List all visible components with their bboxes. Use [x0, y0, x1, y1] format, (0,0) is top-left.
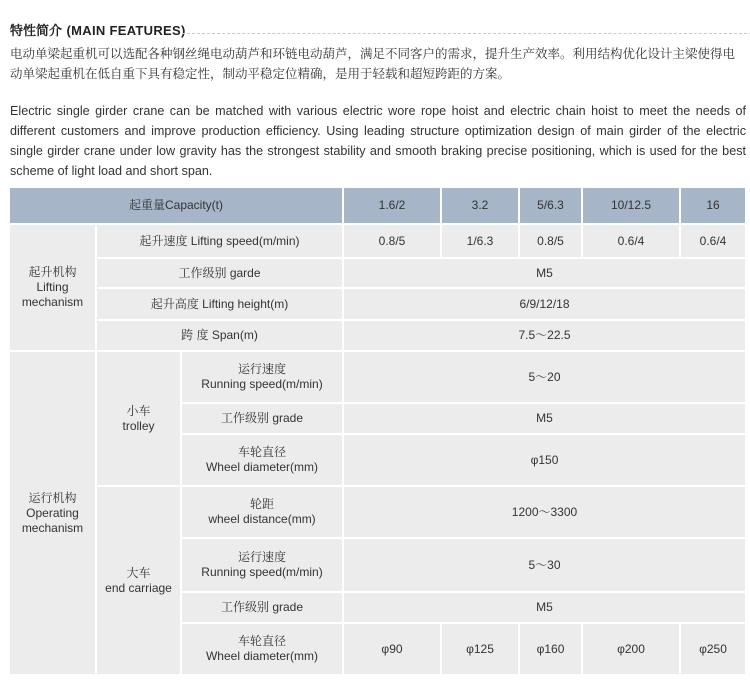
lifting-speed-value: 0.6/4 [681, 225, 745, 257]
lifting-grade-value: M5 [344, 259, 745, 287]
label-cn: 车轮直径 [237, 445, 286, 459]
lifting-speed-label: 起升速度 Lifting speed(m/min) [97, 225, 342, 257]
wheel-distance-value: 1200～3300 [344, 487, 745, 537]
carriage-wheel-value: φ200 [583, 624, 679, 674]
lifting-mechanism-label [10, 225, 95, 350]
label-en: Wheel diameter(mm) [205, 649, 319, 663]
carriage-speed-value: 5～30 [344, 539, 745, 591]
lifting-speed-value: 0.6/4 [583, 225, 679, 257]
lifting-speed-value: 0.8/5 [520, 225, 581, 257]
group-label-en: Operating [26, 505, 79, 520]
intro-english: Electric single girder crane can be matched with various electric wore rope hoist and electric chain hoist to meet the needs of different customers and improve production efficiency. Using leading structure optimization design of main girder of the electric single girder crane under low gravity has the strongest stability and smooth braking precise positioning, which is used for the best scheme of light load and short span. [10, 104, 746, 178]
heading-divider [182, 33, 750, 34]
carriage-wheel-value: φ160 [520, 624, 581, 674]
carriage-label-cn: 大车 [126, 565, 151, 580]
wheel-distance-label [182, 487, 342, 537]
label-cn: 轮距 [249, 497, 274, 511]
carriage-grade-label: 工作级别 grade [182, 593, 342, 622]
carriage-wheel-label [182, 624, 342, 674]
lifting-height-value: 6/9/12/18 [344, 289, 745, 319]
label-cn: 车轮直径 [237, 634, 286, 648]
capacity-value: 1.6/2 [344, 188, 440, 223]
operating-mechanism-label [10, 352, 95, 674]
capacity-value: 16 [681, 188, 745, 223]
label-en: Running speed(m/min) [201, 377, 323, 391]
group-label-en: Lifting [36, 280, 69, 294]
capacity-header: 起重量Capacity(t) [10, 188, 342, 223]
trolley-speed-value: 5～20 [344, 352, 745, 402]
label-en: Running speed(m/min) [201, 565, 323, 579]
label-cn: 运行速度 [237, 362, 286, 376]
carriage-wheel-value: φ125 [442, 624, 518, 674]
lifting-height-label: 起升高度 Lifting height(m) [97, 289, 342, 319]
capacity-value: 5/6.3 [520, 188, 581, 223]
trolley-speed-label [182, 352, 342, 402]
carriage-wheel-value: φ90 [344, 624, 440, 674]
lifting-speed-value: 0.8/5 [344, 225, 440, 257]
capacity-value: 3.2 [442, 188, 518, 223]
capacity-value: 10/12.5 [583, 188, 679, 223]
lifting-speed-value: 1/6.3 [442, 225, 518, 257]
group-label-cn: 起升机构 [28, 265, 77, 279]
carriage-speed-label [182, 539, 342, 591]
carriage-label-en: end carriage [105, 580, 172, 595]
page-title: 特性简介 (MAIN FEATURES) [10, 23, 186, 39]
lifting-grade-label: 工作级别 garde [97, 259, 342, 287]
trolley-label-cn: 小车 [126, 403, 151, 418]
section-heading [10, 20, 740, 40]
span-label: 跨 度 Span(m) [97, 321, 342, 350]
span-value: 7.5～22.5 [344, 321, 745, 350]
label-en: Wheel diameter(mm) [205, 460, 319, 474]
trolley-wheel-value: φ150 [344, 435, 745, 485]
trolley-wheel-label [182, 435, 342, 485]
trolley-label [97, 352, 180, 485]
label-en: wheel distance(mm) [208, 512, 316, 526]
trolley-label-en: trolley [122, 418, 155, 433]
carriage-wheel-value: φ250 [681, 624, 745, 674]
group-label-en: mechanism [21, 520, 84, 535]
trolley-grade-label: 工作级别 grade [182, 404, 342, 433]
end-carriage-label [97, 487, 180, 674]
label-cn: 运行速度 [237, 550, 286, 564]
group-label-en: mechanism [21, 295, 84, 309]
intro-chinese: 电动单梁起重机可以选配各种钢丝绳电动葫芦和环链电动葫芦，满足不同客户的需求，提升生产效率。利用结构优化设计主梁使得电动单梁起重机在低自重下具有稳定性，制动平稳定位精确，是用于轻载和超短跨距的方案。 [10, 46, 736, 81]
carriage-grade-value: M5 [344, 593, 745, 622]
trolley-grade-value: M5 [344, 404, 745, 433]
group-label-cn: 运行机构 [28, 490, 77, 505]
